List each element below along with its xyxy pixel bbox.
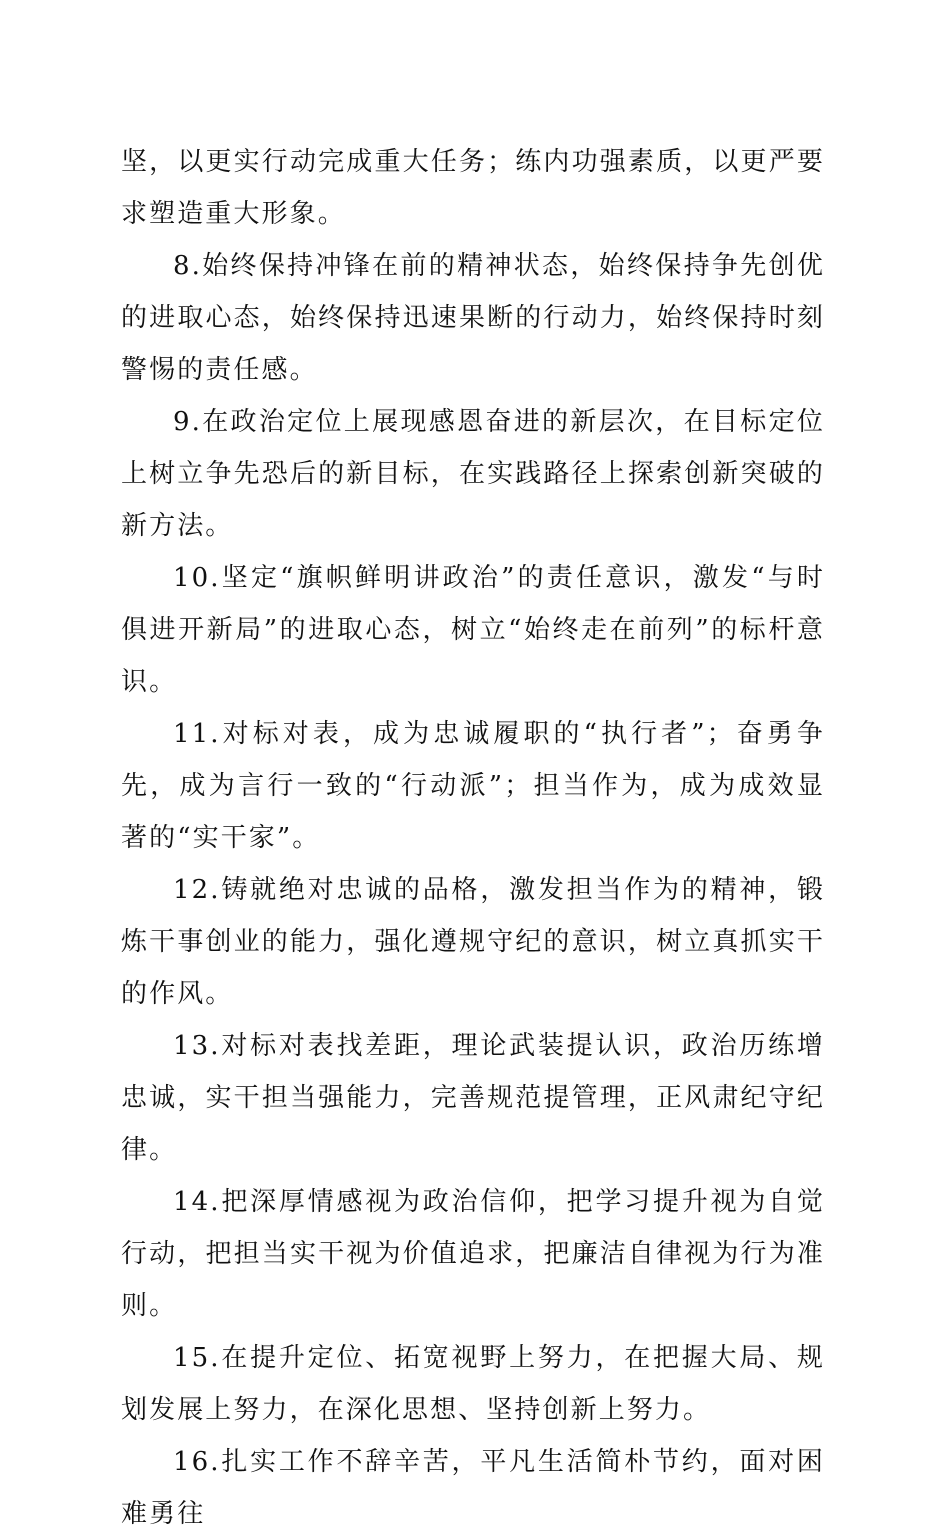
document-body <box>121 136 825 1540</box>
paragraph-continuation: 坚，以更实行动完成重大任务；练内功强素质，以更严要求塑造重大形象。 <box>121 147 825 229</box>
paragraph-item-11: 11.对标对表，成为忠诚履职的“执行者”；奋勇争先，成为言行一致的“行动派”；担当作为，成为成效显著的“实干家”。 <box>121 719 825 853</box>
paragraph-item-15: 15.在提升定位、拓宽视野上努力，在把握大局、规划发展上努力，在深化思想、坚持创新上努力。 <box>121 1343 825 1425</box>
paragraph-item-10: 10.坚定“旗帜鲜明讲政治”的责任意识，激发“与时俱进开新局”的进取心态，树立“始终走在前列”的标杆意识。 <box>121 563 825 697</box>
paragraph-item-14: 14.把深厚情感视为政治信仰，把学习提升视为自觉行动，把担当实干视为价值追求，把廉洁自律视为行为准则。 <box>121 1187 825 1321</box>
paragraph-item-9: 9.在政治定位上展现感恩奋进的新层次，在目标定位上树立争先恐后的新目标，在实践路径上探索创新突破的新方法。 <box>121 407 825 541</box>
paragraph-item-16: 16.扎实工作不辞辛苦，平凡生活简朴节约，面对困难勇往 <box>121 1447 825 1529</box>
paragraph-item-13: 13.对标对表找差距，理论武装提认识，政治历练增忠诚，实干担当强能力，完善规范提管理，正风肃纪守纪律。 <box>121 1031 825 1165</box>
paragraph-item-12: 12.铸就绝对忠诚的品格，激发担当作为的精神，锻炼干事创业的能力，强化遵规守纪的意识，树立真抓实干的作风。 <box>121 875 825 1009</box>
paragraph-item-8: 8.始终保持冲锋在前的精神状态，始终保持争先创优的进取心态，始终保持迅速果断的行动力，始终保持时刻警惕的责任感。 <box>121 251 825 385</box>
